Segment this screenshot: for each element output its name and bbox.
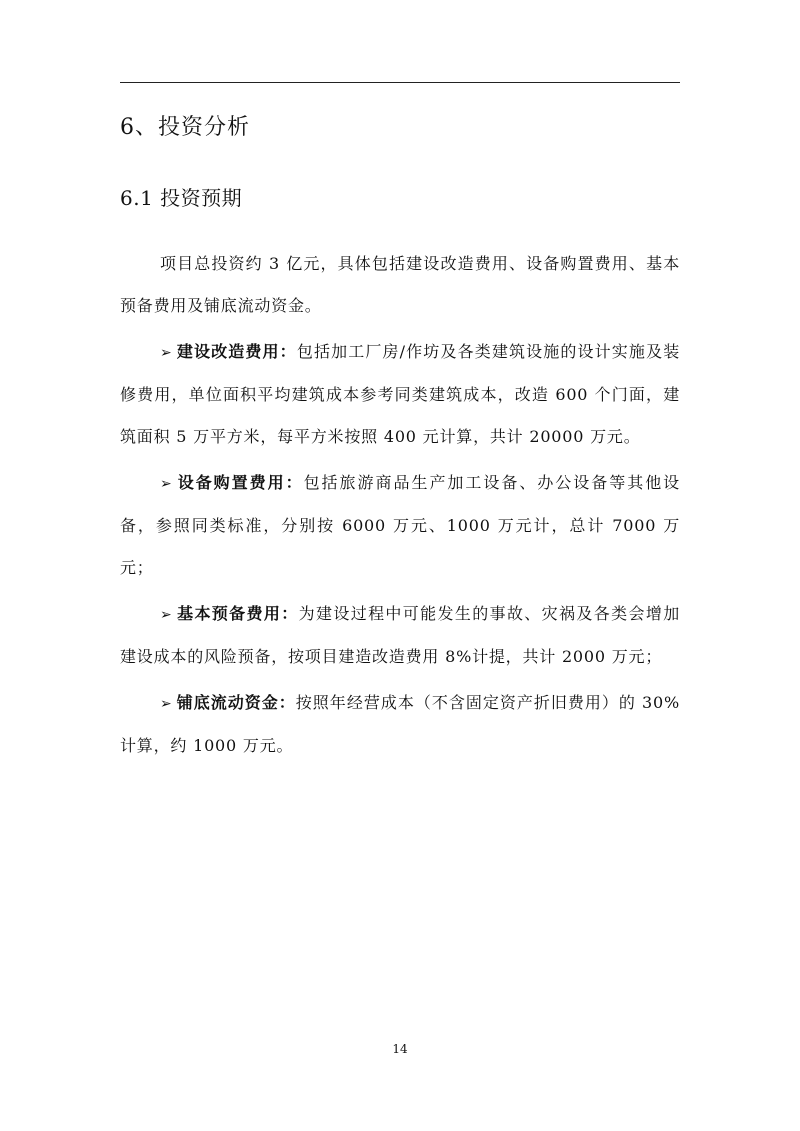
item-text: 包括旅游商品生产加工设备、办公设备等其他设备，参照同类标准，分别按 6000 万元、1000 万元计，总计 7000 万元； bbox=[120, 473, 680, 577]
item-text: 按照年经营成本（不含固定资产折旧费用）的 30%计算，约 1000 万元。 bbox=[120, 693, 680, 755]
page-number: 14 bbox=[392, 1042, 408, 1056]
item-construction bbox=[120, 331, 680, 458]
item-text: 为建设过程中可能发生的事故、灾祸及各类会增加建设成本的风险预备，按项目建造改造费用 8%计提，共计 2000 万元； bbox=[120, 604, 680, 666]
arrow-bullet-icon: ➢ bbox=[160, 696, 173, 712]
section-heading: 6、投资分析 bbox=[120, 115, 250, 140]
item-working-capital bbox=[120, 682, 680, 767]
item-equipment bbox=[120, 462, 680, 589]
item-term: 基本预备费用： bbox=[176, 604, 299, 623]
header-rule bbox=[120, 82, 680, 83]
item-term: 建设改造费用： bbox=[176, 342, 297, 361]
intro-paragraph: 项目总投资约 3 亿元，具体包括建设改造费用、设备购置费用、基本预备费用及铺底流动资金。 bbox=[120, 254, 680, 315]
subsection-heading: 6.1 投资预期 bbox=[120, 186, 243, 210]
item-term: 设备购置费用： bbox=[176, 473, 304, 492]
arrow-bullet-icon: ➢ bbox=[160, 607, 173, 623]
arrow-bullet-icon: ➢ bbox=[160, 345, 173, 361]
item-term: 铺底流动资金： bbox=[176, 693, 296, 712]
body-text bbox=[120, 243, 680, 767]
arrow-bullet-icon: ➢ bbox=[160, 476, 173, 492]
item-reserve bbox=[120, 593, 680, 678]
item-text: 包括加工厂房/作坊及各类建筑设施的设计实施及装修费用，单位面积平均建筑成本参考同类建筑成本，改造 600 个门面，建筑面积 5 万平方米，每平方米按照 400 元计算，共计 20000 万元。 bbox=[120, 342, 680, 446]
